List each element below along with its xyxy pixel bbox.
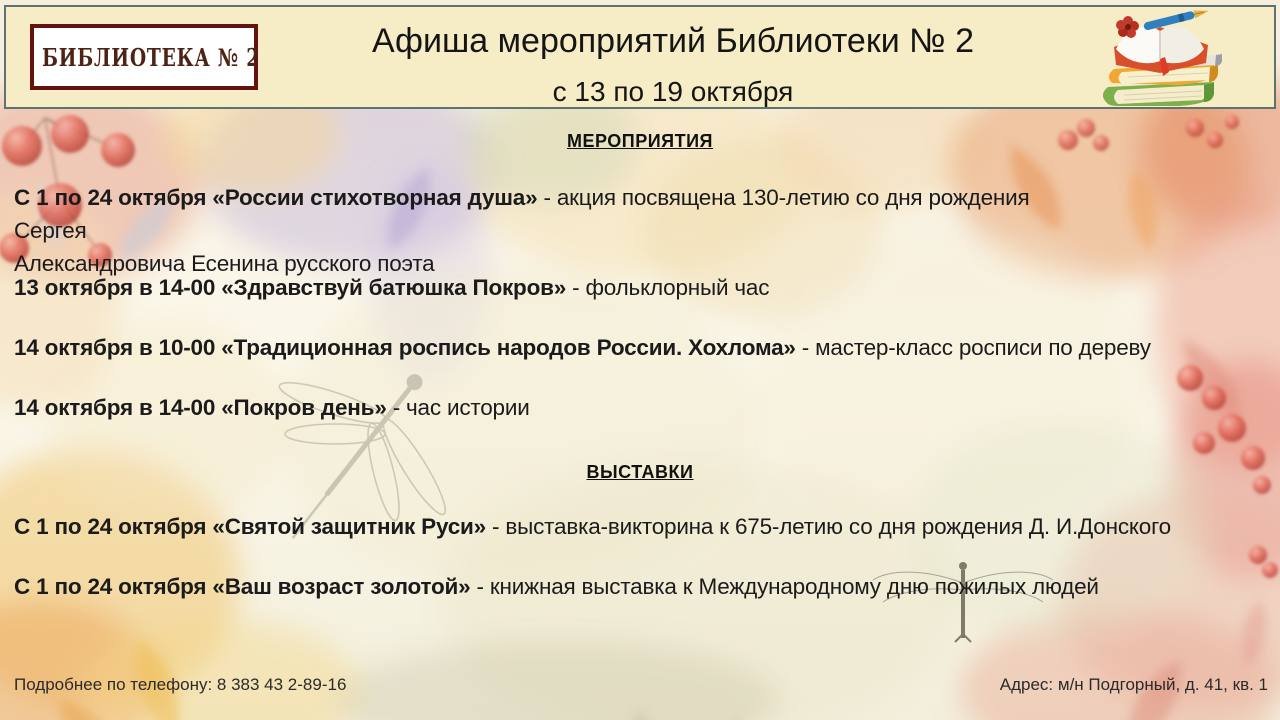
event-description-line2: Александровича Есенина русского поэта	[14, 251, 435, 276]
event-item	[14, 391, 530, 424]
event-datetime-title: 14 октября в 10-00 «Традиционная роспись народов России. Хохлома»	[14, 335, 796, 360]
section-heading-events: МЕРОПРИЯТИЯ	[567, 131, 713, 151]
event-description: - акция посвящена 130-летию со дня рождения Сергея	[14, 185, 1030, 243]
address-info: Адрес: м/н Подгорный, д. 41, кв. 1	[999, 675, 1268, 694]
event-item	[14, 271, 769, 304]
page-title: Афиша мероприятий Библиотеки № 2	[372, 22, 974, 60]
phone-info: Подробнее по телефону: 8 383 43 2-89-16	[14, 675, 347, 694]
event-description: - выставка-викторина к 675-летию со дня рождения Д. И.Донского	[485, 514, 1171, 539]
exhibition-item	[14, 570, 1099, 603]
section-heading-exhibits: ВЫСТАВКИ	[586, 462, 694, 482]
header-titles	[268, 7, 1078, 107]
event-datetime-title: 13 октября в 14-00 «Здравствуй батюшка Покров»	[14, 275, 567, 300]
date-range: с 13 по 19 октября	[552, 76, 794, 107]
exhibition-item	[14, 510, 1171, 543]
event-datetime-title: С 1 по 24 октября «Ваш возраст золотой»	[14, 574, 471, 599]
event-datetime-title: 14 октября в 14-00 «Покров день»	[14, 395, 387, 420]
logo-text: БИБЛИОТЕКА № 2	[42, 42, 261, 72]
event-description: - книжная выставка к Международному дню пожилых людей	[470, 574, 1099, 599]
books-stack-icon	[1088, 9, 1230, 111]
event-description: - час истории	[386, 395, 530, 420]
event-description: - мастер-класс росписи по дереву	[795, 335, 1151, 360]
event-item	[14, 181, 1084, 280]
flower-icon	[1116, 16, 1139, 38]
event-datetime-title: С 1 по 24 октября «Святой защитник Руси»	[14, 514, 486, 539]
event-item	[14, 331, 1151, 364]
library-logo	[30, 24, 261, 90]
event-datetime-title: С 1 по 24 октября «России стихотворная душа»	[14, 185, 538, 210]
event-description: - фольклорный час	[566, 275, 770, 300]
header-bar	[4, 5, 1276, 109]
